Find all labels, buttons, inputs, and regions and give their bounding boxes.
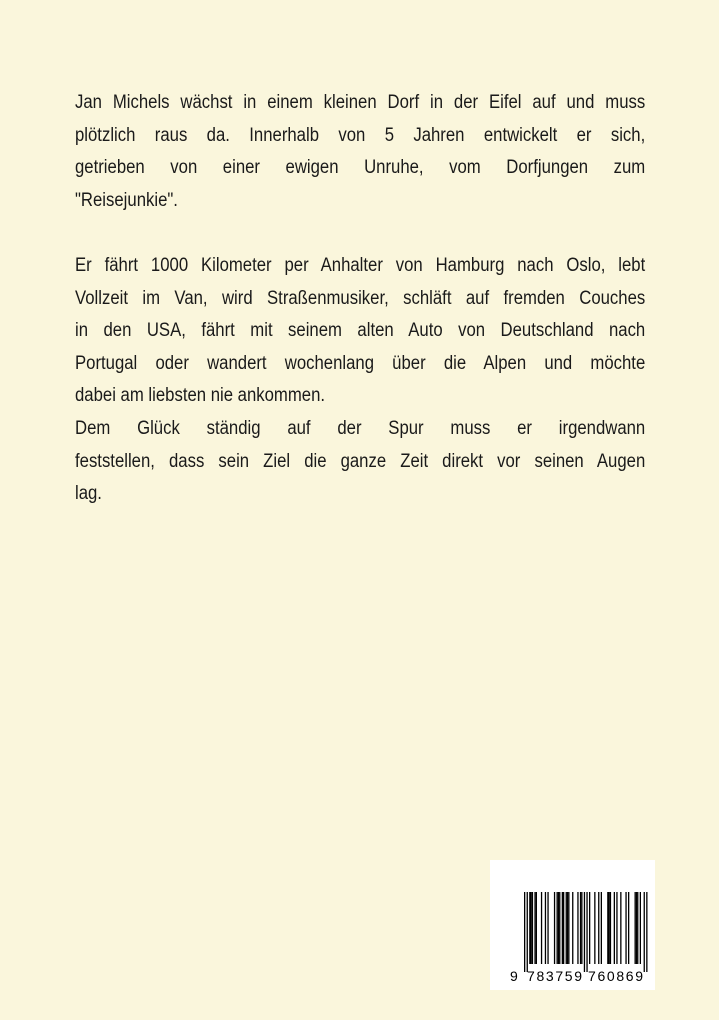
barcode-bar [589,892,590,964]
barcode-bar [646,892,647,972]
barcode-bar [601,892,602,964]
barcode-bar [529,892,530,964]
barcode-bar [527,892,528,972]
barcode-bar [625,892,626,964]
barcode-bar [566,892,567,964]
barcode-bar [534,892,535,964]
barcode-bar [562,892,563,964]
barcode-bar [586,892,587,972]
barcode-bar [614,892,615,964]
text-line: dabei am liebsten nie ankommen. [75,385,326,407]
barcode-bar [532,892,533,964]
barcode-bar [554,892,555,964]
text-line: getrieben von einer ewigen Unruhe, vom Dorfjungen zum [75,157,646,179]
text-line: lag. [75,483,102,505]
paragraph-2 [75,250,645,413]
barcode-digits-right: 760869 [588,968,643,984]
text-line: Vollzeit im Van, wird Straßenmusiker, schläft auf fremden Couches [75,287,646,309]
barcode-bar [628,892,629,964]
text-line: feststellen, dass sein Ziel die ganze Zeit direkt vor seinen Augen [75,450,646,472]
barcode-bar [568,892,569,964]
barcode-bar [563,892,564,964]
barcode-bar [581,892,582,964]
barcode-bar [616,892,617,964]
barcode-bar [609,892,610,964]
barcode-bar [557,892,558,964]
barcode-graphic [490,860,655,990]
barcode-bar [580,892,581,964]
barcode-bar [531,892,532,964]
isbn-barcode [490,860,655,990]
barcode-bar [636,892,637,964]
barcode-bar [620,892,621,964]
barcode-bar [524,892,525,972]
text-line: Portugal oder wandert wochenlang über die Alpen und möchte [75,352,646,374]
barcode-bar [635,892,636,964]
barcode-bar [536,892,537,964]
text-line: Er fährt 1000 Kilometer per Anhalter von Hamburg nach Oslo, lebt [75,254,646,276]
barcode-bar [607,892,608,964]
barcode-bar [541,892,542,964]
barcode-bar [559,892,560,964]
text-line: plötzlich raus da. Innerhalb von 5 Jahren entwickelt er sich, [75,124,646,146]
barcode-bar [610,892,611,964]
barcode-bar [644,892,645,972]
text-line: Dem Glück ständig auf der Spur muss er irgendwann [75,417,646,439]
blurb-text [75,87,645,511]
paragraph-1 [75,87,645,217]
barcode-bar [637,892,638,964]
text-line: in den USA, fährt mit seinem alten Auto von Deutschland nach [75,320,646,342]
barcode-bar [584,892,585,972]
barcode-digits-left: 783759 [527,968,582,984]
barcode-bar [572,892,573,964]
barcode-bar [558,892,559,964]
barcode-bar [594,892,595,964]
barcode-bar [567,892,568,964]
barcode-bar [545,892,546,964]
paragraph-3 [75,413,645,511]
barcode-bar [598,892,599,964]
text-line: "Reisejunkie". [75,189,178,211]
text-line: Jan Michels wächst in einem kleinen Dorf in der Eifel auf und muss [75,92,646,113]
barcode-digit-first: 9 [510,968,518,984]
barcode-bar [577,892,578,964]
barcode-bar [547,892,548,964]
barcode-bar [640,892,641,964]
